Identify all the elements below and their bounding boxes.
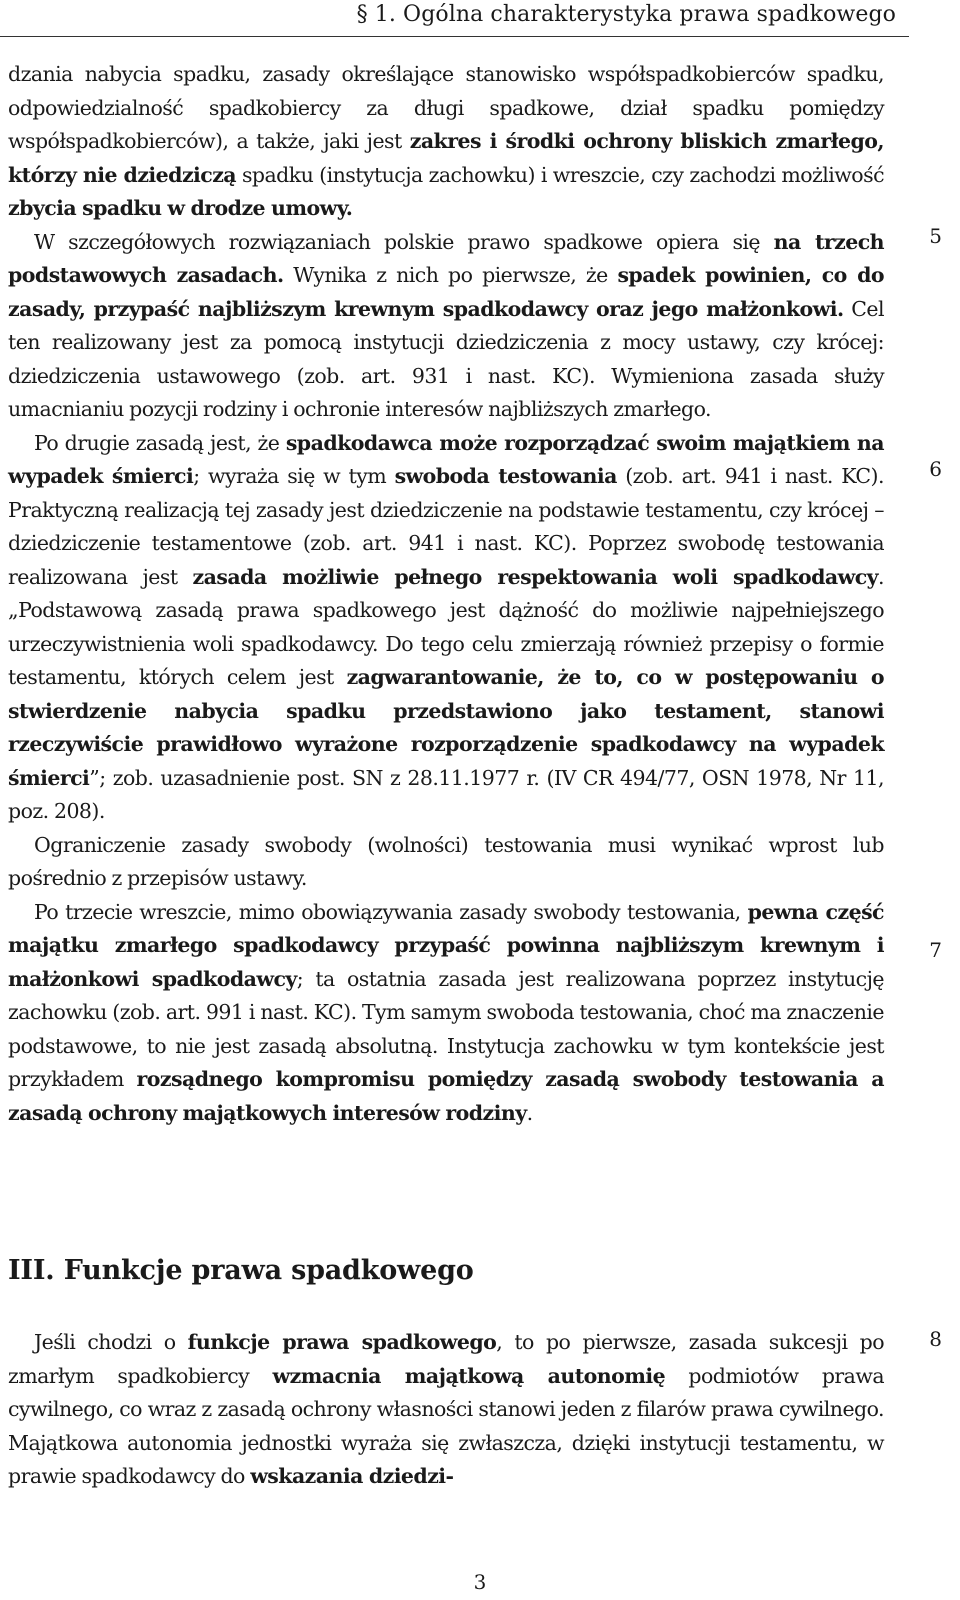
text-run: ; ta ostatnia zasada jest realizowana poprzez instytucję zachowku (zob. art. 991 i nast. KC). Tym samym swoboda testowania, choć ma znaczenie podstawowe, to nie jest zasadą absolutną. Instytucja zachowku w tym kontekście jest przykładem xyxy=(8,966,884,1091)
bold-text: swoboda testowania xyxy=(394,464,617,488)
margin-number-6: 6 xyxy=(929,457,942,481)
text-run: Ograniczenie zasady swobody (wolności) testowania musi wynikać wprost lub pośrednio z przepisów ustawy. xyxy=(8,832,884,890)
bold-text: spadek powinien, co do zasady, przypaść najbliższym krewnym spadkodawcy oraz jego małżonkowi. xyxy=(8,263,884,321)
running-header: § 1. Ogólna charakterystyka prawa spadkowego xyxy=(356,2,896,27)
page-number: 3 xyxy=(473,1570,487,1594)
bold-text: zagwarantowanie, że to, co w postępowaniu o stwierdzenie nabycia spadku przedstawiono jako testament, stanowi rzeczywiście prawidłowo wyrażone rozporządzenie spadkodawcy na wypadek śmierci xyxy=(8,665,884,790)
section-body-text xyxy=(8,1326,884,1494)
text-run: W szczegółowych rozwiązaniach polskie prawo spadkowe opiera się xyxy=(34,229,774,254)
text-run: ; wyraża się w tym xyxy=(193,464,395,488)
section-heading: III. Funkcje prawa spadkowego xyxy=(8,1255,474,1286)
text-run: Po trzecie wreszcie, mimo obowiązywania zasady swobody testowania, xyxy=(34,899,748,924)
paragraph xyxy=(8,58,884,226)
paragraph xyxy=(8,1326,884,1494)
paragraph xyxy=(8,829,884,896)
margin-number-8: 8 xyxy=(929,1327,942,1351)
bold-text: zbycia spadku w drodze umowy. xyxy=(8,196,353,220)
bold-text: pewna część majątku zmarłego spadkodawcy przypaść powinna najbliższym krewnym i małżonkowi spadkodawcy xyxy=(8,899,884,991)
text-run: Wynika z nich po pierwsze, że xyxy=(283,263,618,287)
margin-number-5: 5 xyxy=(929,224,942,248)
bold-text: funkcje prawa spadkowego xyxy=(187,1330,497,1354)
bold-text: wskazania dziedzi- xyxy=(250,1464,454,1488)
margin-number-7: 7 xyxy=(929,938,942,962)
text-run: Po drugie zasadą jest, że xyxy=(34,430,286,455)
header-rule xyxy=(0,36,909,37)
text-run: (zob. art. 941 i nast. KC). Praktyczną realizacją tej zasady jest dziedziczenie na podstawie testamentu, czy krócej – dziedziczenie testamentowe (zob. art. 941 i nast. KC). Poprzez swobodę testowania realizowana jest xyxy=(8,464,884,589)
bold-text: wzmacnia majątkową autonomię xyxy=(272,1363,666,1388)
text-run: . „Podstawową zasadą prawa spadkowego jest dążność do możliwie najpełniejszego urzeczywistnienia woli spadkodawcy. Do tego celu zmierzają również przepisy o formie testamentu, których celem jest xyxy=(8,564,884,689)
paragraph xyxy=(8,427,884,829)
text-run: dzania nabycia spadku, zasady określające stanowisko współspadkobierców spadku, odpowiedzialność spadkobiercy za długi spadkowe, dział spadku pomiędzy współspadkobierców), a także, jaki jest xyxy=(8,62,884,153)
bold-text: zakres i środki ochrony bliskich zmarłego, którzy nie dziedziczą xyxy=(8,129,884,187)
text-run: . xyxy=(526,1100,533,1125)
paragraph xyxy=(8,226,884,427)
body-text xyxy=(8,58,884,1130)
bold-text: rozsądnego kompromisu pomiędzy zasadą swobody testowania a zasadą ochrony majątkowych interesów rodziny xyxy=(8,1067,884,1125)
text-run: Cel ten realizowany jest za pomocą instytucji dziedziczenia z mocy ustawy, czy krócej: dziedziczenia ustawowego (zob. art. 931 i nast. KC). Wymieniona zasada służy umacnianiu pozycji rodziny i ochronie interesów najbliższych zmarłego. xyxy=(8,296,884,421)
text-run: Jeśli chodzi o xyxy=(34,1330,188,1354)
text-run: ”; zob. uzasadnienie post. SN z 28.11.1977 r. (IV CR 494/77, OSN 1978, Nr 11, poz. 208). xyxy=(8,765,884,823)
bold-text: na trzech podstawowych zasadach. xyxy=(8,229,884,287)
bold-text: spadkodawca może rozporządzać swoim majątkiem na wypadek śmierci xyxy=(8,430,885,488)
text-run: , to po pierwsze, zasada sukcesji po zmarłym spadkobiercy xyxy=(8,1330,885,1388)
text-run: spadku (instytucja zachowku) i wreszcie, czy zachodzi możliwość xyxy=(236,162,884,187)
paragraph xyxy=(8,896,884,1131)
bold-text: zasada możliwie pełnego respektowania woli spadkodawcy xyxy=(192,564,879,589)
text-run: podmiotów prawa cywilnego, co wraz z zasadą ochrony własności stanowi jeden z filarów prawa cywilnego. Majątkowa autonomia jednostki wyraża się zwłaszcza, dzięki instytucji testamentu, w prawie spadkodawcy do xyxy=(8,1363,884,1488)
